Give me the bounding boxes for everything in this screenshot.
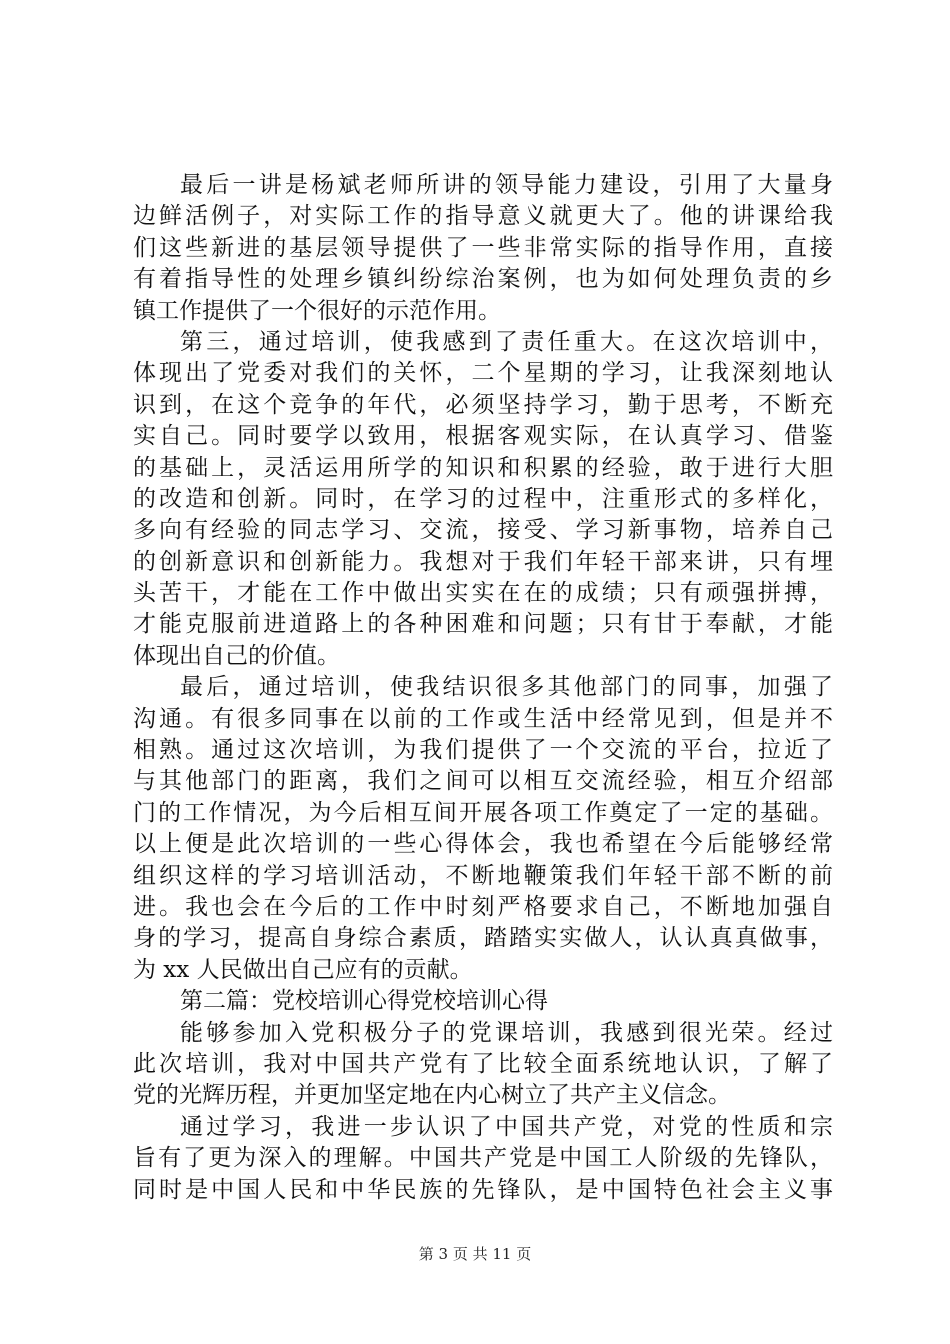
- text-line: 的改造和创新。同时，在学习的过程中，注重形式的多样化，: [133, 485, 833, 512]
- text-line: 同时是中国人民和中华民族的先锋队，是中国特色社会主义事: [133, 1176, 833, 1203]
- text-line: 通过学习，我进一步认识了中国共产党，对党的性质和宗: [180, 1113, 833, 1140]
- page-footer: 第 3 页 共 11 页: [418, 1245, 532, 1263]
- text-line: 体现出自己的价值。: [133, 642, 340, 669]
- text-line: 身的学习，提高自身综合素质，踏踏实实做人，认认真真做事，: [133, 925, 833, 952]
- text-line: 有着指导性的处理乡镇纠纷综治案例，也为如何处理负责的乡: [133, 266, 833, 293]
- text-line: 沟通。有很多同事在以前的工作或生活中经常见到，但是并不: [133, 705, 833, 732]
- text-line: 门的工作情况，为今后相互间开展各项工作奠定了一定的基础。: [133, 799, 833, 826]
- text-line: 最后一讲是杨斌老师所讲的领导能力建设，引用了大量身: [180, 172, 833, 198]
- text-line: 与其他部门的距离，我们之间可以相互交流经验，相互介绍部: [133, 768, 833, 795]
- text-line: 相熟。通过这次培训，为我们提供了一个交流的平台，拉近了: [133, 737, 833, 764]
- text-line: 最后，通过培训，使我结识很多其他部门的同事，加强了: [180, 674, 833, 701]
- text-line: 第二篇：党校培训心得党校培训心得: [180, 988, 548, 1015]
- text-line: 的创新意识和创新能力。我想对于我们年轻干部来讲，只有埋: [133, 548, 833, 575]
- text-line: 镇工作提供了一个很好的示范作用。: [133, 297, 501, 324]
- text-line: 识到，在这个竞争的年代，必须坚持学习，勤于思考，不断充: [133, 391, 833, 418]
- text-line: 党的光辉历程，并更加坚定地在内心树立了共产主义信念。: [133, 1082, 731, 1109]
- text-line: 们这些新进的基层领导提供了一些非常实际的指导作用，直接: [133, 234, 833, 261]
- text-line: 的基础上，灵活运用所学的知识和积累的经验，敢于进行大胆: [133, 454, 833, 481]
- text-line: 为 xx 人民做出自己应有的贡献。: [133, 956, 473, 983]
- text-line: 组织这样的学习培训活动，不断地鞭策我们年轻干部不断的前: [133, 862, 833, 889]
- text-line: 边鲜活例子，对实际工作的指导意义就更大了。他的讲课给我: [133, 203, 833, 230]
- text-line: 头苦干，才能在工作中做出实实在在的成绩；只有顽强拼搏，: [133, 580, 833, 607]
- text-line: 第三，通过培训，使我感到了责任重大。在这次培训中，: [180, 328, 833, 355]
- text-line: 才能克服前进道路上的各种困难和问题；只有甘于奉献，才能: [133, 611, 833, 638]
- text-line: 体现出了党委对我们的关怀，二个星期的学习，让我深刻地认: [133, 360, 833, 387]
- text-line: 实自己。同时要学以致用，根据客观实际，在认真学习、借鉴: [133, 423, 833, 450]
- text-line: 进。我也会在今后的工作中时刻严格要求自己，不断地加强自: [133, 893, 833, 920]
- document-body: [133, 170, 833, 1206]
- text-line: 以上便是此次培训的一些心得体会，我也希望在今后能够经常: [133, 831, 833, 858]
- text-line: 此次培训，我对中国共产党有了比较全面系统地认识，了解了: [133, 1050, 833, 1077]
- text-line: 旨有了更为深入的理解。中国共产党是中国工人阶级的先锋队，: [133, 1145, 833, 1172]
- text-line: 能够参加入党积极分子的党课培训，我感到很光荣。经过: [180, 1019, 833, 1046]
- text-line: 多向有经验的同志学习、交流，接受、学习新事物，培养自己: [133, 517, 833, 544]
